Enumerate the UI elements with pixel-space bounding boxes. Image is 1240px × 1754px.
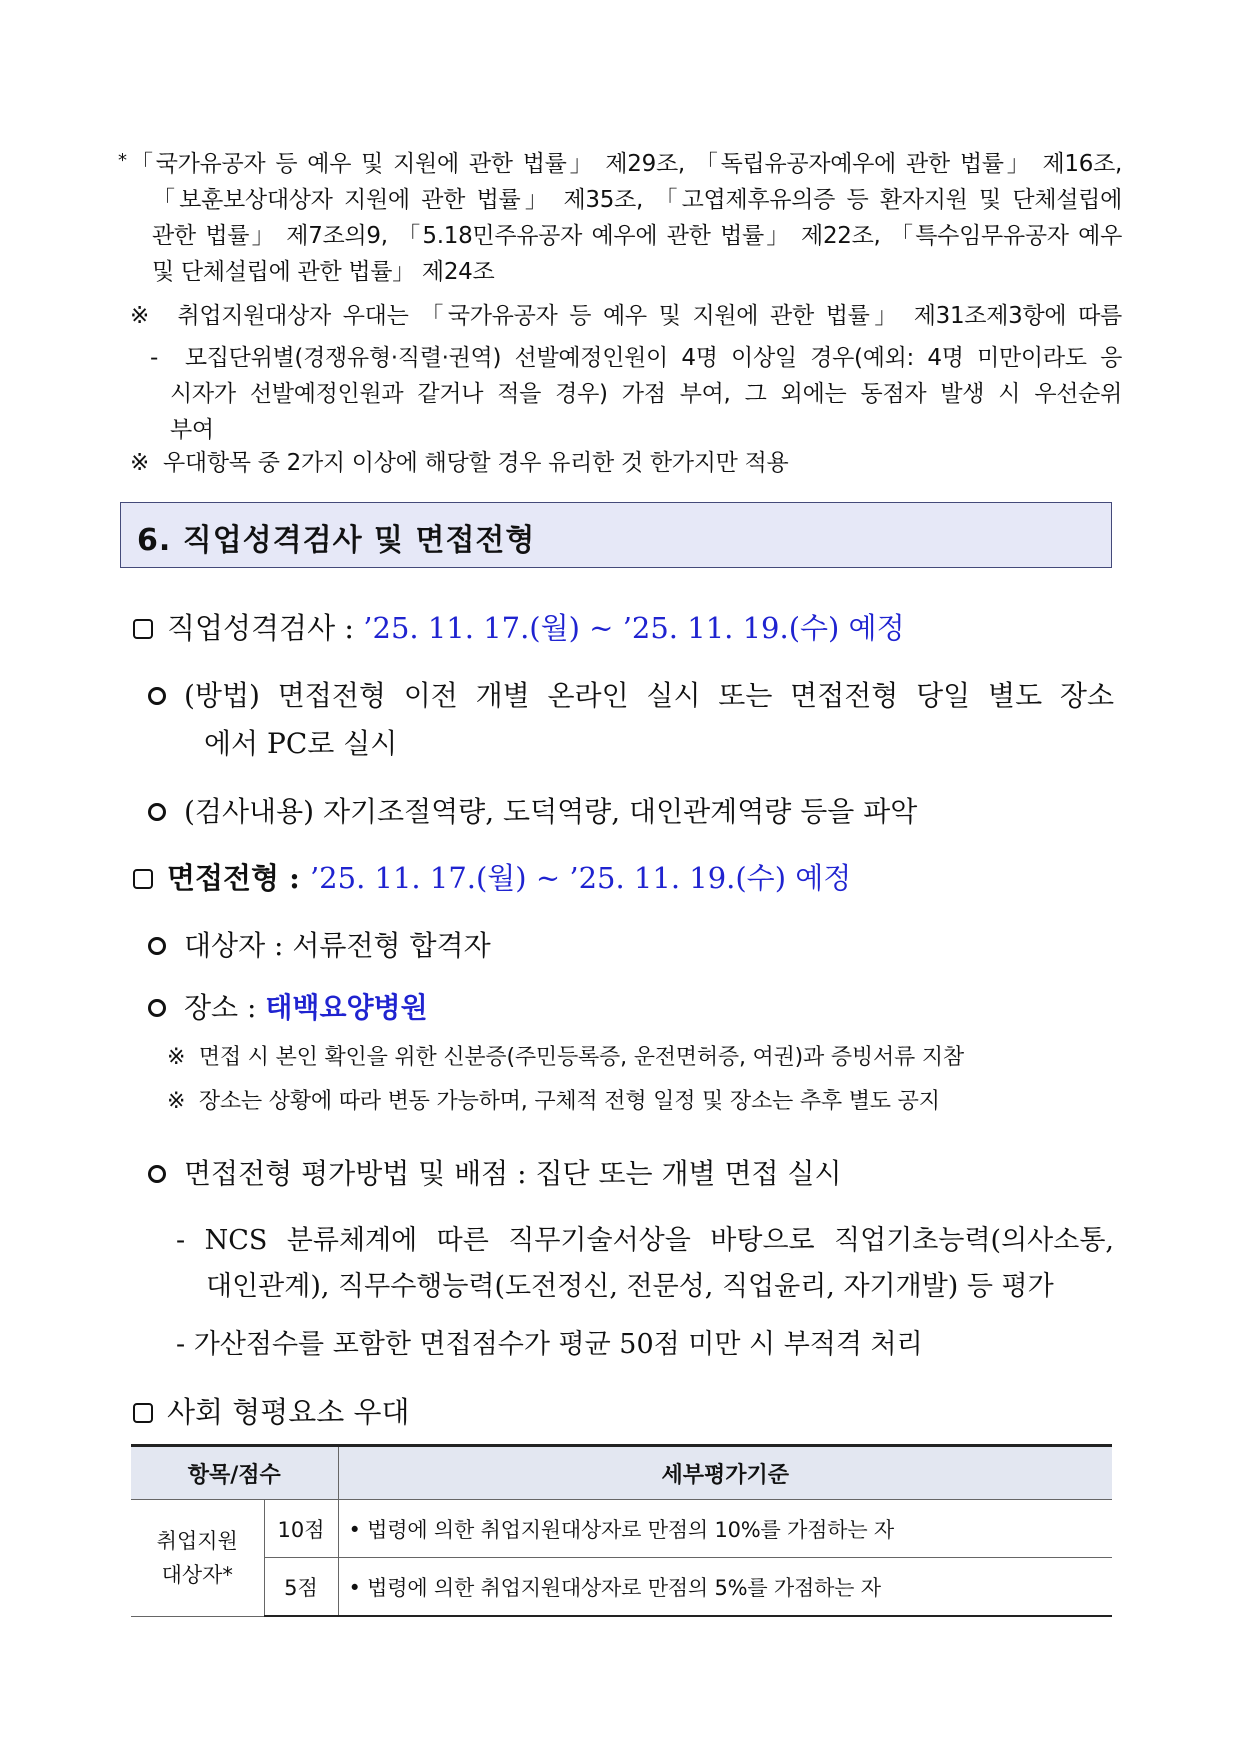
table-desc-cell: • 법령에 의한 취업지원대상자로 만점의 10%를 가점하는 자: [338, 1500, 1112, 1558]
table-header-item: 항목/점수: [131, 1446, 338, 1500]
ref-mark: ※: [167, 1089, 186, 1114]
social-heading: [133, 1390, 410, 1431]
table-row: [131, 1558, 1112, 1617]
footnote-text: 모집단위별(경쟁유형·직렬·권역) 선발예정인원이 4명 이상일 경우(예외: 4명 미만이라도 응: [184, 345, 1122, 371]
checkbox-square-icon: [133, 619, 153, 639]
footnote-text: 및 단체설립에 관한 법률」 제24조: [152, 259, 495, 285]
bullet-circle-icon: [148, 937, 166, 955]
interview-eval-detail-cont: 대인관계), 직무수행능력(도전정신, 전문성, 직업윤리, 자기개발) 등 평가: [206, 1271, 1054, 1302]
aptitude-content-text: (검사내용) 자기조절역량, 도덕역량, 대인관계역량 등을 파악: [184, 795, 918, 828]
aptitude-content: [148, 790, 917, 830]
footnote-dash-line-2: [170, 376, 1122, 412]
interview-label: 면접전형 :: [167, 861, 310, 895]
bullet-circle-icon: [148, 803, 166, 821]
interview-eval-detail-1-line-2: [206, 1264, 1054, 1303]
footnote-text: 「국가유공자 등 예우 및 지원에 관한 법률」 제29조, 「독립유공자예우에 관한 법률」 제16조,: [130, 151, 1122, 177]
checkbox-square-icon: [133, 869, 153, 889]
interview-eval-detail-1-line-1: - NCS 분류체계에 따른 직무기술서상을 바탕으로 직업기초능력(의사소통,: [176, 1225, 1114, 1256]
interview-eval-detail-2: - 가산점수를 포함한 면접점수가 평균 50점 미만 시 부적격 처리: [176, 1329, 923, 1360]
footnote-star-line-2: [152, 182, 1122, 218]
interview-target-text: 대상자 : 서류전형 합격자: [184, 929, 491, 962]
footnote-star-line-4: [152, 254, 1122, 290]
table-category-cell: [131, 1500, 264, 1617]
table-desc-cell: • 법령에 의한 취업지원대상자로 만점의 5%를 가점하는 자: [338, 1558, 1112, 1617]
preference-table: [131, 1444, 1112, 1617]
section-title-box: [120, 502, 1112, 568]
ref-mark: ※: [167, 1045, 186, 1070]
footnote-star-line-3: [152, 218, 1122, 254]
footnote-ref-1: [130, 298, 1122, 334]
interview-note-text: 면접 시 본인 확인을 위한 신분증(주민등록증, 운전면허증, 여권)과 증빙서류 지참: [198, 1045, 964, 1070]
aptitude-method-line-1: [148, 674, 1114, 714]
interview-eval-detail: NCS 분류체계에 따른 직무기술서상을 바탕으로 직업기초능력(의사소통,: [204, 1225, 1114, 1256]
bullet-circle-icon: [148, 1165, 166, 1183]
interview-note-text: 장소는 상황에 따라 변동 가능하며, 구체적 전형 일정 및 장소는 추후 별도 공지: [198, 1089, 940, 1114]
footnote-text: 취업지원대상자 우대는 「국가유공자 등 예우 및 지원에 관한 법률」 제31조제3항에 따름: [177, 303, 1122, 329]
footnote-text: 우대항목 중 2가지 이상에 해당할 경우 유리한 것 한가지만 적용: [163, 450, 789, 476]
aptitude-method: (방법) 면접전형 이전 개별 온라인 실시 또는 면접전형 당일 별도 장소: [184, 679, 1114, 712]
footnote-text: 관한 법률」 제7조의9, 「5.18민주유공자 예우에 관한 법률」 제22조, 「특수임무유공자 예우: [152, 223, 1122, 249]
bullet-circle-icon: [148, 687, 166, 705]
table-category-line-2: 대상자*: [161, 1562, 233, 1587]
interview-eval-text: 면접전형 평가방법 및 배점 : 집단 또는 개별 면접 실시: [184, 1157, 842, 1190]
ref-mark: ※: [130, 450, 149, 476]
star-mark: *: [118, 150, 127, 171]
social-label: 사회 형평요소 우대: [167, 1395, 410, 1429]
section-title: 6. 직업성격검사 및 면접전형: [137, 523, 536, 558]
table-score-cell: 5점: [264, 1558, 338, 1617]
interview-heading: [133, 856, 851, 897]
table-row: [131, 1500, 1112, 1558]
ref-mark: ※: [130, 303, 154, 329]
aptitude-method-cont: 에서 PC로 실시: [204, 727, 398, 760]
footnote-text: 부여: [170, 417, 214, 443]
interview-note-1: [167, 1040, 964, 1071]
interview-place-value: 태백요양병원: [265, 991, 428, 1024]
interview-target: [148, 924, 491, 964]
aptitude-label: 직업성격검사 :: [167, 611, 364, 645]
table-category-line-1: 취업지원: [156, 1528, 238, 1553]
bullet-circle-icon: [148, 999, 166, 1017]
interview-place: [148, 986, 428, 1026]
interview-place-label: 장소 :: [184, 991, 266, 1024]
aptitude-method-line-2: [204, 722, 397, 762]
interview-date: ’25. 11. 17.(월) ~ ’25. 11. 19.(수) 예정: [309, 861, 852, 895]
interview-eval-detail: 가산점수를 포함한 면접점수가 평균 50점 미만 시 부적격 처리: [193, 1329, 923, 1360]
footnote-text: 시자가 선발예정인원과 같거나 적을 경우) 가점 부여, 그 외에는 동점자 발생 시 우선순위: [170, 381, 1122, 407]
checkbox-square-icon: [133, 1403, 153, 1423]
footnote-star-line-1: [118, 146, 1122, 182]
dash-mark: -: [150, 345, 158, 371]
table-score-cell: 10점: [264, 1500, 338, 1558]
footnote-dash-line-3: [170, 412, 1122, 448]
aptitude-heading: [133, 606, 905, 647]
footnote-text: 「보훈보상대상자 지원에 관한 법률」 제35조, 「고엽제후유의증 등 환자지원 및 단체설립에: [152, 187, 1122, 213]
aptitude-date: ’25. 11. 17.(월) ~ ’25. 11. 19.(수) 예정: [363, 611, 905, 645]
table-header-criteria: 세부평가기준: [338, 1446, 1112, 1500]
interview-note-2: [167, 1084, 940, 1115]
footnote-dash-line-1: [150, 340, 1122, 376]
footnote-ref-2: [130, 445, 1122, 481]
interview-eval: [148, 1152, 842, 1192]
table-header-row: [131, 1446, 1112, 1500]
